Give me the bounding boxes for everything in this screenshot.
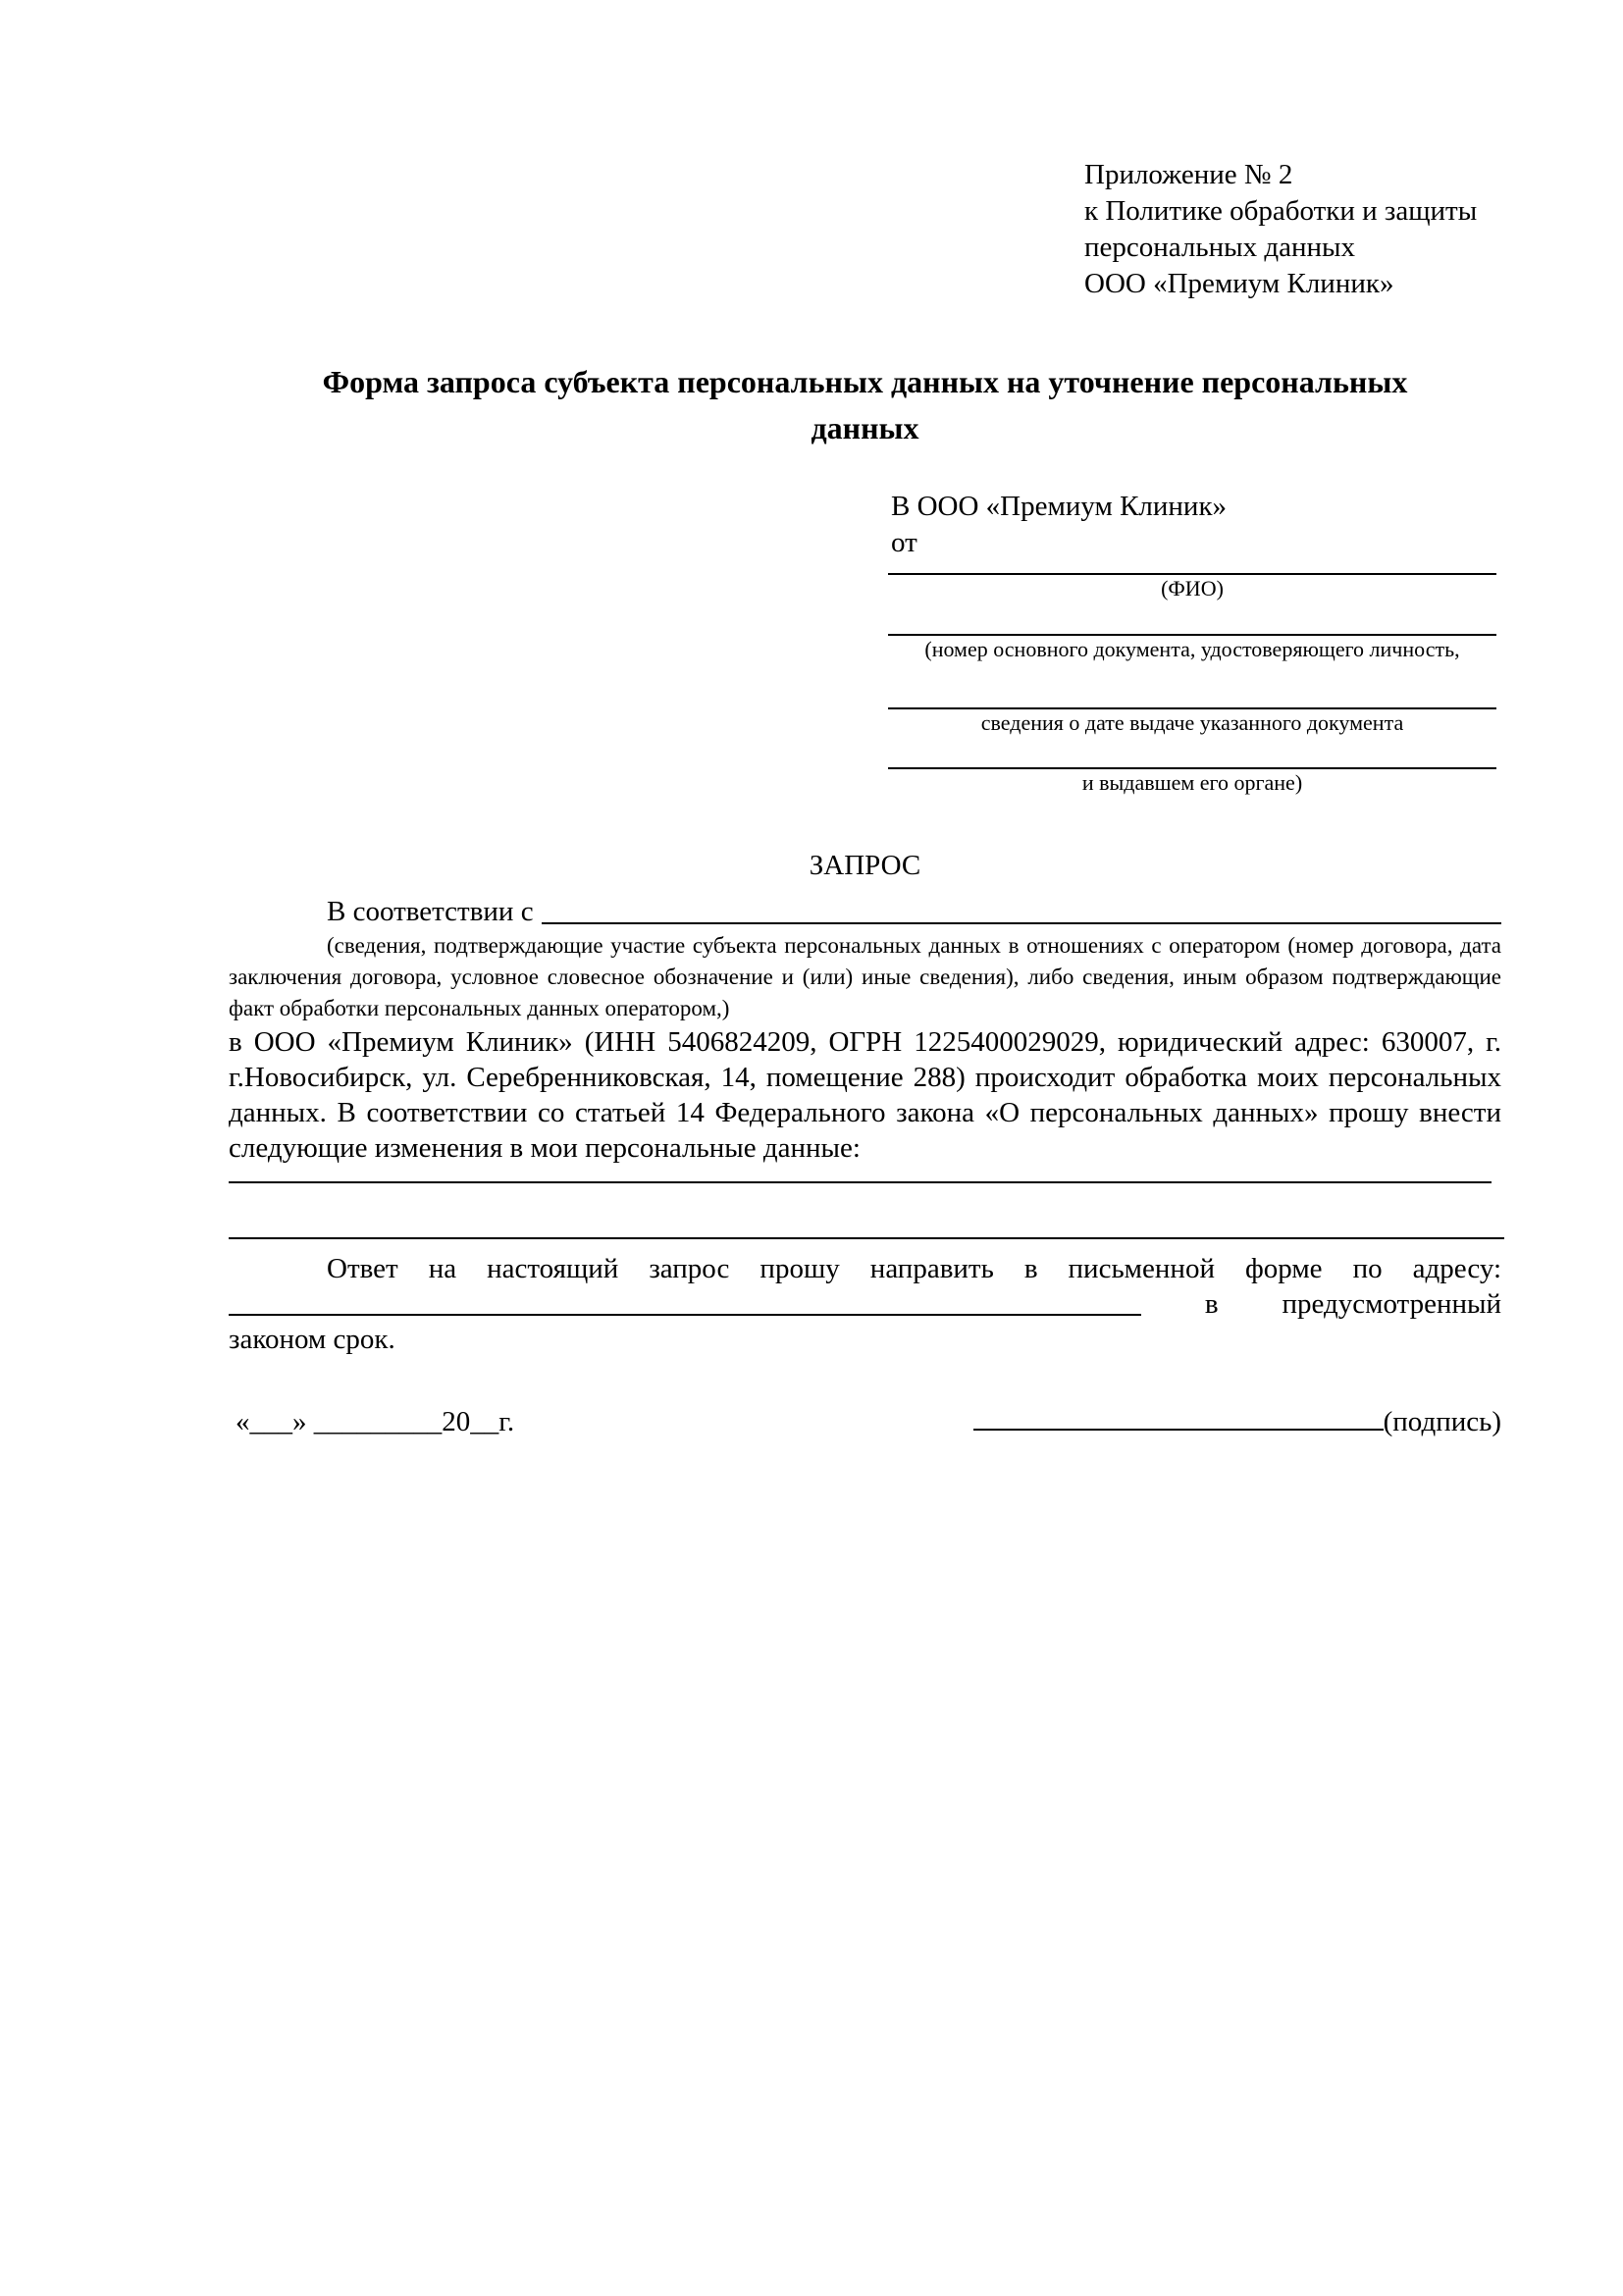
addressee-from: от bbox=[891, 527, 917, 558]
signature-row bbox=[229, 1404, 1501, 1440]
doc-number-blank-line bbox=[888, 602, 1496, 636]
signature-blank-line bbox=[973, 1429, 1384, 1431]
address-blank-line bbox=[229, 1314, 1141, 1316]
request-heading: ЗАПРОС bbox=[809, 850, 921, 881]
document-title: Форма запроса субъекта персональных данных на уточнение персональных данных bbox=[322, 364, 1408, 445]
body-paragraph: в ООО «Премиум Клиник» (ИНН 5406824209, ОГРН 1225400029029, юридический адрес: 630007, г. г.Новосибирск, ул. Серебренниковская, 14, помещение 288) происходит обработка моих персональных данных. В соответствии со статьей 14 Федерального закона «О персональных данных» прошу внести следующие изменения в мои персональные данные: bbox=[229, 1026, 1501, 1164]
appendix-block bbox=[1084, 157, 1506, 302]
issue-date-caption: сведения о дате выдаче указанного документа bbox=[980, 710, 1404, 735]
signature-caption: (подпись) bbox=[1383, 1406, 1501, 1437]
reply-address-row bbox=[229, 1286, 1501, 1322]
issue-date-blank-line bbox=[888, 663, 1496, 709]
appendix-line-4: ООО «Премиум Клиник» bbox=[1084, 268, 1394, 299]
basis-blank-line bbox=[542, 894, 1501, 924]
intro-prefix: В соответствии с bbox=[327, 896, 534, 927]
appendix-line-2: к Политике обработки и защиты bbox=[1084, 195, 1478, 227]
fio-blank-group bbox=[888, 561, 1496, 797]
issuing-authority-caption: и выдавшем его органе) bbox=[1081, 770, 1303, 795]
intro-line bbox=[229, 894, 1501, 930]
changes-blank-line-1 bbox=[229, 1181, 1492, 1183]
changes-blank-line-2 bbox=[229, 1237, 1504, 1239]
addressee-to: В ООО «Премиум Клиник» bbox=[891, 491, 1228, 522]
appendix-line-3: персональных данных bbox=[1084, 232, 1356, 263]
reply-word-2: предусмотренный bbox=[1282, 1288, 1501, 1320]
reply-word-1: в bbox=[1204, 1288, 1219, 1320]
basis-footnote: (сведения, подтверждающие участие субъекта персональных данных в отношениях с оператором (номер договора, дата заключения договора, условное словесное обозначение и (или) иные сведения), либо сведения, иным образом подтверждающие факт обработки персональных данных оператором,) bbox=[229, 933, 1501, 1020]
reply-paragraph-line: Ответ на настоящий запрос прошу направить в письменной форме по адресу: bbox=[327, 1253, 1501, 1284]
appendix-line-1: Приложение № 2 bbox=[1084, 159, 1293, 190]
fio-caption: (ФИО) bbox=[1161, 576, 1224, 600]
fio-blank-line bbox=[888, 561, 1496, 575]
signature-field bbox=[973, 1404, 1501, 1440]
addressee-block bbox=[891, 489, 1501, 561]
date-field: «___» _________20__г. bbox=[236, 1406, 515, 1437]
reply-closing: законом срок. bbox=[229, 1324, 395, 1355]
doc-number-caption: (номер основного документа, удостоверяющего личность, bbox=[924, 637, 1460, 661]
issuing-authority-blank-line bbox=[888, 737, 1496, 769]
